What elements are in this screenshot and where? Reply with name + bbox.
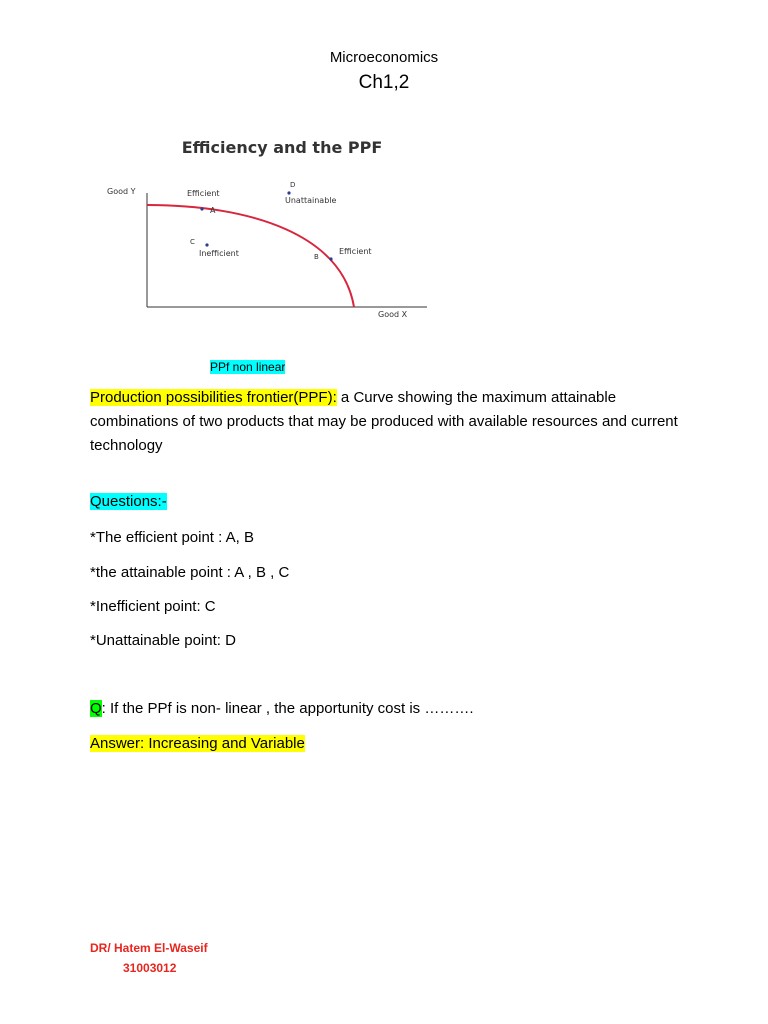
figure-title: Efficiency and the PPF [181, 138, 383, 157]
question-item: *The efficient point : A, B [90, 529, 254, 546]
label-efficient-top: Efficient [187, 189, 220, 198]
y-axis-label: Good Y [107, 187, 136, 196]
answer-text: Answer: Increasing and Variable [90, 735, 305, 752]
point-b-label: B [314, 253, 319, 261]
document-subject: Microeconomics [329, 49, 439, 66]
questions-heading [90, 490, 167, 514]
label-inefficient: Inefficient [199, 249, 239, 258]
question-line [90, 697, 474, 721]
definition-paragraph [90, 386, 690, 458]
q-label: Q [90, 700, 102, 717]
question-item: *the attainable point : A , B , C [90, 564, 290, 581]
question-item: *Unattainable point: D [90, 632, 236, 649]
point-d-dot [287, 191, 290, 194]
point-c-dot [205, 243, 208, 246]
point-a-label: A [210, 206, 216, 215]
question-text: : If the PPf is non- linear , the apportunity cost is ………. [101, 700, 474, 717]
point-c-label: C [190, 238, 195, 246]
definition-text: a Curve showing the maximum attainable combinations of two products that may be produced with available resources and current technology [90, 389, 678, 454]
questions-heading-text: Questions:- [90, 493, 167, 510]
point-a-dot [200, 207, 203, 210]
label-unattainable: Unattainable [285, 196, 337, 205]
point-b-dot [329, 257, 332, 260]
caption-text: PPf non linear [210, 360, 286, 374]
document-chapter: Ch1,2 [358, 72, 410, 93]
ppf-figure [92, 125, 472, 340]
question-item: *Inefficient point: C [90, 598, 216, 615]
author-code: 31003012 [123, 961, 177, 975]
label-efficient-right: Efficient [339, 247, 372, 256]
point-d-label: D [290, 181, 296, 189]
x-axis-label: Good X [378, 310, 408, 319]
answer-line [90, 732, 305, 756]
definition-term: Production possibilities frontier(PPF): [90, 389, 337, 406]
ppf-curve [147, 205, 354, 307]
figure-caption [210, 360, 285, 374]
author-name: DR/ Hatem El-Waseif [90, 941, 208, 955]
